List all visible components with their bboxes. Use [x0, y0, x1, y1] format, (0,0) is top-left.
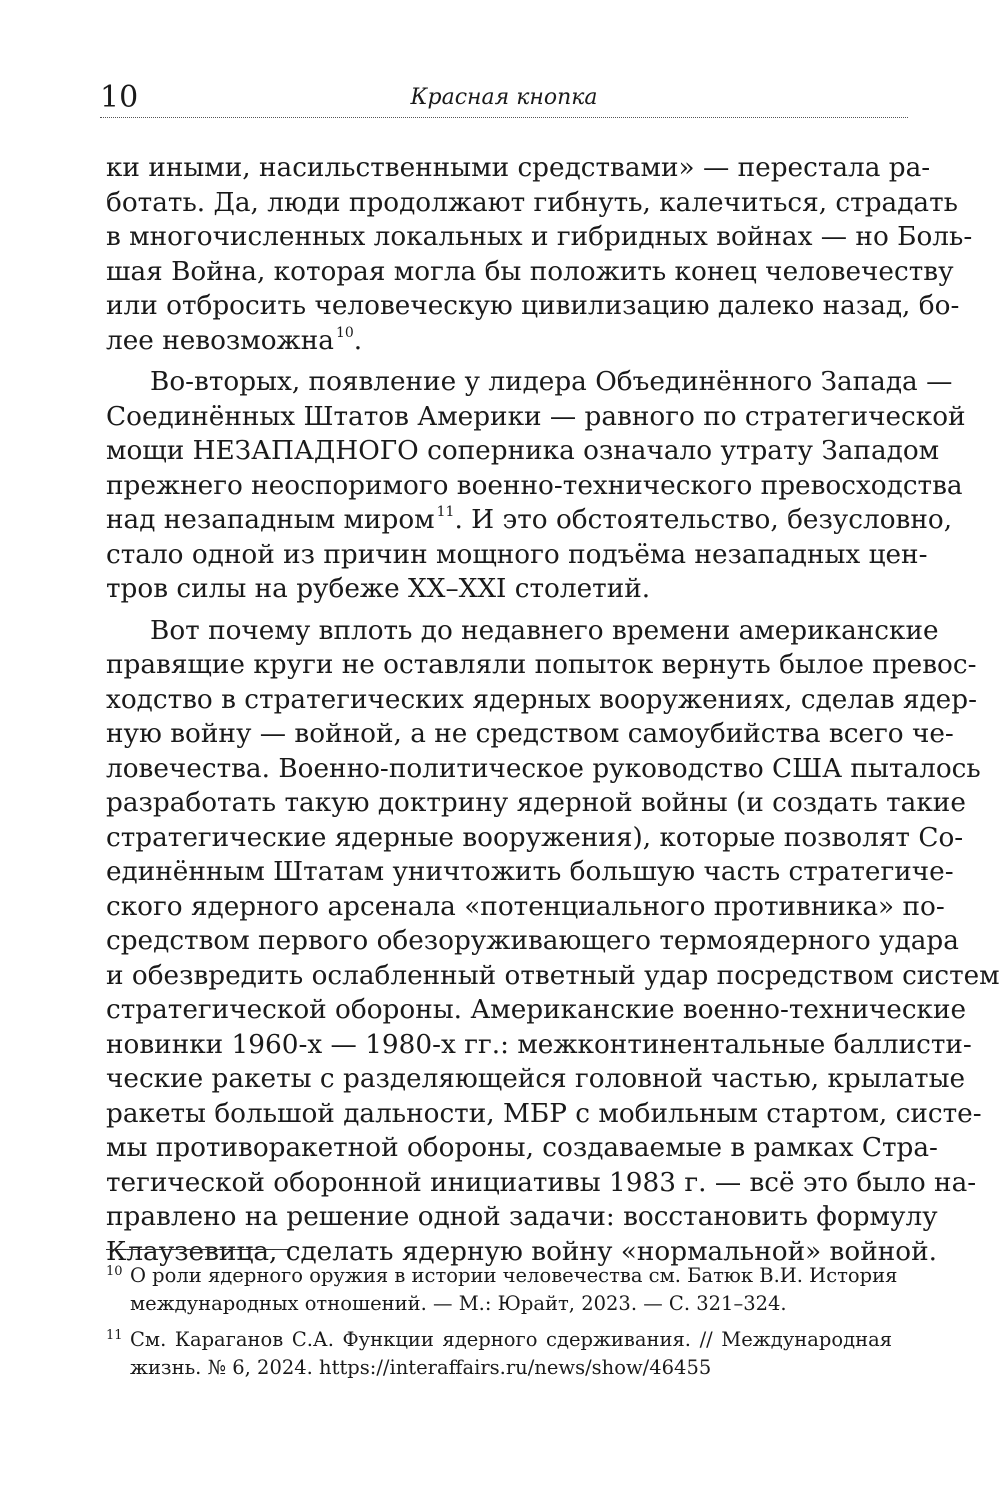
footnote-line[interactable]: жизнь. № 6, 2024. https://interaffairs.ru/news/show/46455 — [130, 1356, 712, 1379]
paragraph-3 — [106, 614, 1000, 1270]
footnote-line: международных отношений. — М.: Юрайт, 2023. — С. 321–324. — [130, 1292, 787, 1315]
text-line: средством первого обезоруживающего термоядерного удара — [106, 926, 959, 956]
text-fragment: . И это обстоятельство, безусловно, — [454, 505, 953, 535]
main-text — [106, 151, 1000, 1269]
running-header — [100, 78, 908, 118]
page-number: 10 — [100, 80, 139, 115]
book-title: Красная кнопка — [410, 85, 598, 110]
footnote-ref-10[interactable]: 10 — [335, 324, 354, 341]
text-line: новинки 1960-х — 1980-х гг.: межконтинентальные баллисти- — [106, 1029, 972, 1060]
footnote-11 — [106, 1326, 892, 1382]
text-line: ботать. Да, люди продолжают гибнуть, калечиться, страдать — [106, 187, 958, 218]
footnote-line: См. Караганов С.А. Функции ядерного сдерживания. // Международная — [130, 1328, 892, 1351]
text-line: тров силы на рубеже XX–XXI столетий. — [106, 574, 651, 604]
text-line — [106, 324, 892, 359]
text-line: мы противоракетной обороны, создаваемые в рамках Стра- — [106, 1133, 938, 1163]
text-fragment: над незападным миром — [106, 505, 435, 535]
text-line: правящие круги не оставляли попыток вернуть былое превос- — [106, 650, 977, 680]
text-fragment: лее невозможна — [106, 325, 334, 356]
paragraph-1 — [106, 151, 973, 358]
text-line: стратегические ядерные вооружения), которые позволят Со- — [106, 822, 964, 853]
text-line: или отбросить человеческую цивилизацию далеко назад, бо- — [106, 291, 960, 321]
footnote-10 — [106, 1262, 898, 1318]
header-divider — [100, 117, 908, 118]
text-line: ракеты большой дальности, МБР с мобильным стартом, систе- — [106, 1098, 982, 1129]
text-line: Соединённых Штатов Америки — равного по стратегической — [106, 401, 966, 432]
text-line — [106, 503, 953, 538]
text-line: ловечества. Военно-политическое руководство США пыталось — [106, 753, 981, 784]
text-line: ки иными, насильственными средствами» — перестала ра- — [106, 153, 931, 183]
text-fragment: . — [353, 325, 363, 356]
text-line: в многочисленных локальных и гибридных войнах — но Боль- — [106, 222, 973, 252]
text-line: Вот почему вплоть до недавнего времени американские — [150, 615, 939, 646]
text-line: тегической оборонной инициативы 1983 г. — всё это было на- — [106, 1167, 977, 1198]
text-line: стало одной из причин мощного подъёма незападных цен- — [106, 539, 928, 570]
text-line: Клаузевица, сделать ядерную войну «нормальной» войной. — [106, 1236, 937, 1267]
text-line: ского ядерного арсенала «потенциального противника» по- — [106, 891, 945, 922]
text-line: ную войну — войной, а не средством самоубийства всего че- — [106, 719, 954, 749]
footnote-line: О роли ядерного оружия в истории человечества см. Батюк В.И. История — [130, 1264, 898, 1287]
text-line: и обезвредить ослабленный ответный удар посредством систем — [106, 960, 1000, 991]
text-line: единённым Штатам уничтожить большую часть стратегиче- — [106, 857, 954, 887]
text-line: шая Война, которая могла бы положить конец человечеству — [106, 256, 954, 287]
text-line: правлено на решение одной задачи: восстановить формулу — [106, 1202, 938, 1232]
text-line: Во-вторых, появление у лидера Объединённого Запада — — [150, 367, 953, 397]
footnote-divider — [106, 1249, 288, 1250]
text-line: разработать такую доктрину ядерной войны (и создать такие — [106, 788, 966, 818]
footnote-number: 11 — [106, 1328, 123, 1343]
footnote-number: 10 — [106, 1264, 123, 1279]
text-line: ходство в стратегических ядерных вооружениях, сделав ядер- — [106, 684, 977, 715]
paragraph-2 — [106, 365, 966, 607]
text-line: прежнего неоспоримого военно-технического превосходства — [106, 470, 963, 501]
text-line: мощи НЕЗАПАДНОГО соперника означало утрату Западом — [106, 436, 940, 466]
footnote-ref-11[interactable]: 11 — [436, 504, 455, 520]
footnotes — [106, 1262, 898, 1390]
text-line: стратегической обороны. Американские военно-технические — [106, 995, 967, 1025]
text-line: ческие ракеты с разделяющейся головной частью, крылатые — [106, 1064, 966, 1094]
